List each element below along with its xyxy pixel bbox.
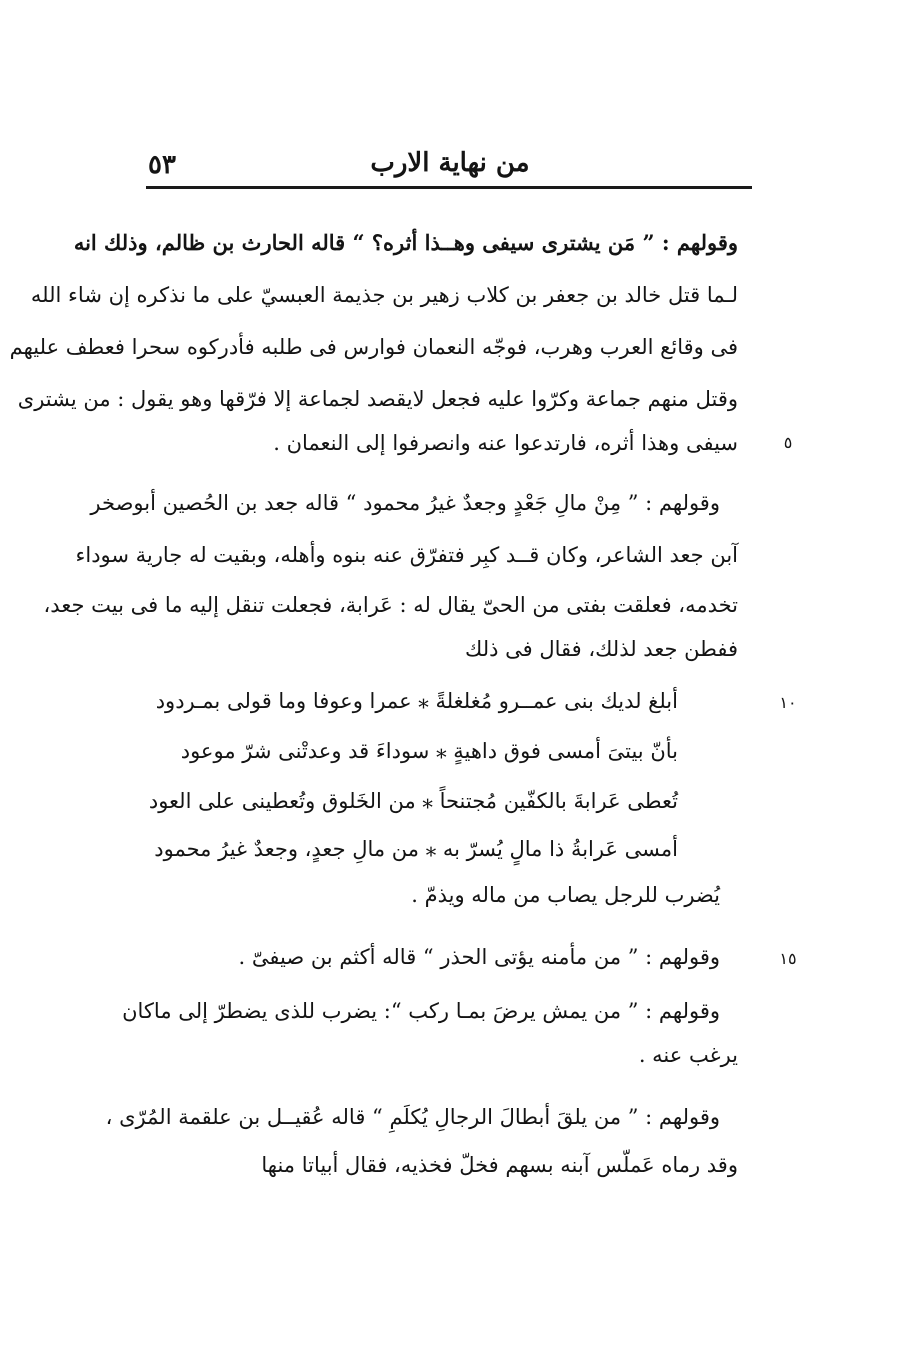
- verse-line: بأنّ بيتىَ أمسى فوق داهيةٍ ⁎ سوداءَ قد وعدتْنى شرّ موعود: [180, 739, 678, 763]
- text-line: آبن جعد الشاعر، وكان قــد كبِر فتفرّق عنه بنوه وأهله، وبقيت له جارية سوداء: [75, 543, 738, 567]
- text-line: سيفى وهذا أثره، فارتدعوا عنه وانصرفوا إلى النعمان .: [273, 431, 738, 455]
- margin-line-number: ١٥: [779, 949, 797, 968]
- text-line: يرغب عنه .: [638, 1043, 738, 1067]
- verse-line: تُعطى عَرابةَ بالكفّين مُجتنحاً ⁎ من الخَلوق وتُعطينى على العود: [148, 789, 678, 813]
- text-line: يُضرب للرجل يصاب من ماله ويذمّ .: [411, 883, 720, 907]
- verse-line: أمسى عَرابةُ ذا مالٍ يُسرّ به ⁎ من مالِ جعدٍ، وجعدٌ غيرُ محمود: [154, 837, 678, 861]
- text-line: وقولهم : ” مَن يشترى سيفى وهــذا أثره؟ “ قاله الحارث بن ظالم، وذلك انه: [73, 230, 738, 255]
- text-line: وقتل منهم جماعة وكرّوا عليه فجعل لايقصد لجماعة إلا فرّقها وهو يقول : من يشترى: [17, 387, 738, 411]
- text-line: وقولهم : ” من يمش يرضَ بمـا ركب “: يضرب للذى يضطرّ إلى ماكان: [122, 999, 720, 1023]
- margin-line-number: ١٠: [779, 693, 797, 712]
- text-line: ففطن جعد لذلك، فقال فى ذلك: [465, 637, 738, 661]
- header-rule: [146, 186, 752, 189]
- text-line: وقولهم : ” من يلقَ أبطالَ الرجالِ يُكلَمِ “ قاله عُقيــل بن علقمة المُرّى ،: [105, 1105, 720, 1129]
- text-line: وقد رماه عَملّس آبنه بسهم فخلّ فخذيه، فقال أبياتا منها: [261, 1153, 738, 1177]
- page-number: ٥٣: [148, 150, 176, 180]
- running-header-title: من نهاية الارب: [370, 148, 530, 178]
- text-line: وقولهم : ” مِنْ مالِ جَعْدٍ وجعدٌ غيرُ محمود “ قاله جعد بن الحُصين أبوصخر: [90, 491, 720, 515]
- verse-line: أبلغ لديك بنى عمــرو مُغلغلةً ⁎ عمرا وعوفا وما قولى بمـردود: [155, 689, 678, 713]
- text-line: تخدمه، فعلقت بفتى من الحىّ يقال له : عَرابة، فجعلت تنقل إليه ما فى بيت جعد،: [43, 593, 738, 617]
- margin-line-number: ٥: [783, 433, 793, 452]
- text-line: لـما قتل خالد بن جعفر بن كلاب زهير بن جذيمة العبسيّ على ما نذكره إن شاء الله: [30, 283, 738, 307]
- text-line: فى وقائع العرب وهرب، فوجّه النعمان فوارس فى طلبه فأدركوه سحرا فعطف عليهم: [9, 335, 738, 359]
- text-line: وقولهم : ” من مأمنه يؤتى الحذر “ قاله أكثم بن صيفىّ .: [238, 945, 720, 969]
